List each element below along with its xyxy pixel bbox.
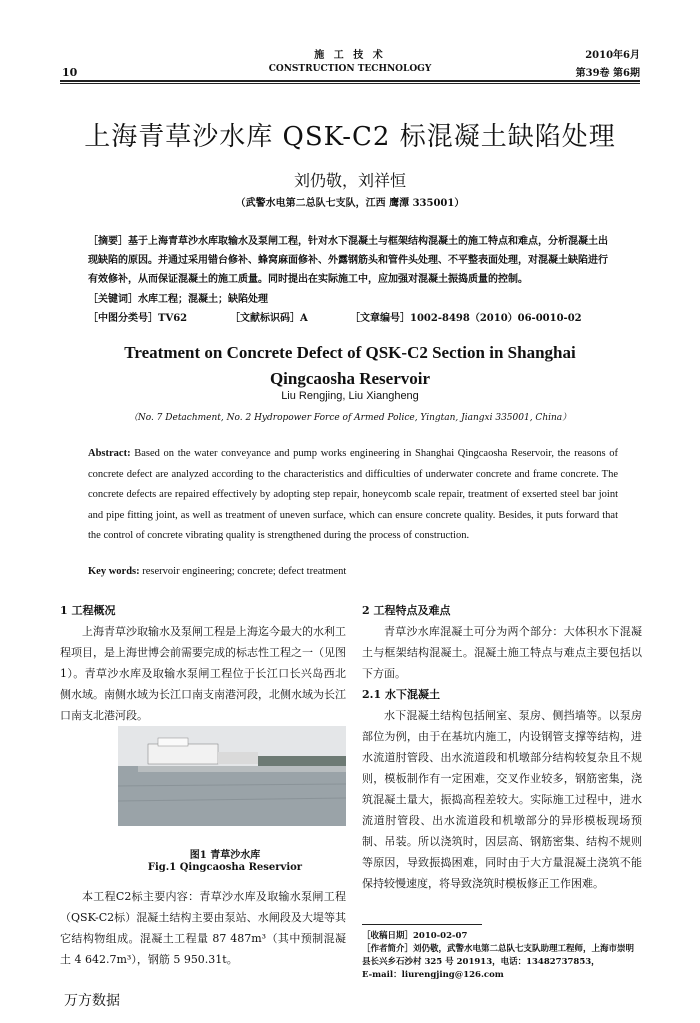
abstract-en [88, 444, 618, 547]
section-1-heading: 1 工程概况 [60, 604, 116, 617]
page-number: 10 [62, 66, 78, 79]
watermark: 万方数据 [64, 993, 120, 1009]
left-paragraph-2: 本工程C2标主要内容：青草沙水库及取输水泵闸工程（QSK-C2标）混凝土结构主要由泵站、水闸段及大堤等其它结构物组成。混凝土工程量 87 487m³（其中预制混凝土 4 642.7m³），钢筋 5 950.31t。 [60, 890, 346, 966]
figure-reservoir-photo [118, 726, 346, 826]
authors-en: Liu Rengjing, Liu Xiangheng [281, 390, 419, 402]
title-en-line2: Qingcaosha Reservoir [269, 369, 431, 388]
author-email: E-mail：liurengjing@126.com [362, 970, 504, 980]
issue-date: 2010年6月 [585, 50, 640, 61]
authors-cn: 刘仍敬，刘祥恒 [293, 171, 406, 190]
article-number: ［文章编号］1002-8498（2010）06-0010-02 [350, 313, 582, 324]
keywords-en-text: reservoir engineering; concrete; defect treatment [142, 566, 347, 577]
header-rule [60, 80, 640, 82]
journal-name-cn: 施 工 技 术 [314, 50, 386, 61]
abstract-en-text: Based on the water conveyance and pump works engineering in Shanghai Qingcaosha Reservoir, the reasons of concrete defect are analyzed according to the characteristics and difficulties of underwater concrete and frame concrete. The concrete defects are repaired effectively by adopting step repair, honeycomb scale repair, treatment of exserted steel bar joint and pipe fitting joint, as well as treatment of uneven surface, which can ensure concrete quality. Besides, it puts forward that the control of concrete vibrating quality is strengthened during the process of construction. [88, 448, 618, 541]
class-number: ［中图分类号］TV62 [88, 313, 188, 324]
footnote [362, 930, 642, 982]
affiliation-cn: （武警水电第二总队七支队，江西 鹰潭 335001） [235, 198, 465, 209]
journal-name-en: CONSTRUCTION TECHNOLOGY [268, 64, 432, 74]
section-2-paragraph: 青草沙水库混凝土可分为两个部分：大体积水下混凝土与框架结构混凝土。混凝土施工特点与难点主要包括以下方面。 [362, 625, 642, 680]
section-2-heading: 2 工程特点及难点 [362, 604, 451, 617]
title-en [0, 340, 700, 392]
affiliation-en: （No. 7 Detachment, No. 2 Hydropower Force of Armed Police, Yingtan, Jiangxi 335001, China） [128, 413, 572, 423]
footnote-rule [362, 924, 482, 925]
header-rule-thin [60, 83, 640, 84]
title-en-line1: Treatment on Concrete Defect of QSK-C2 Section in Shanghai [124, 343, 576, 362]
abstract-cn: ［摘要］基于上海青草沙水库取输水及泵闸工程，针对水下混凝土与框架结构混凝土的施工特点和难点，分析混凝土出现缺陷的原因。并通过采用错台修补、蜂窝麻面修补、外露钢筋头和管件头处理、不平整表面处理，对混凝土缺陷进行有效修补，从而保证混凝土的施工质量。同时提出在实际施工中，应加强对混凝土振捣质量的控制。 [88, 236, 608, 285]
author-info: ［作者简介］刘仍敬，武警水电第二总队七支队助理工程师，上海市崇明县长兴乡石沙村 325 号 201913，电话：13482737853， [362, 944, 635, 967]
keywords-en-label: Key words: [88, 566, 140, 577]
received-date: ［收稿日期］2010-02-07 [362, 931, 468, 941]
section-1-paragraph: 上海青草沙取输水及泵闸工程是上海迄今最大的水利工程项目，是上海世博会前需要完成的标志性工程之一（见图1）。青草沙水库及取输水泵闸工程位于长江口长兴岛西北侧水域。南侧水域为长江口南支南港河段，北侧水域为长江口南支北港河段。 [60, 625, 346, 722]
reservoir-photo-image [118, 726, 346, 826]
document-code: ［文献标识码］A [230, 313, 308, 324]
right-column [362, 600, 642, 894]
keywords-cn: ［关键词］水库工程；混凝土；缺陷处理 [88, 294, 268, 305]
figure-caption-en: Fig.1 Qingcaosha Reservior [147, 862, 303, 873]
keywords-en [88, 566, 618, 577]
subsection-2-1-heading: 2.1 水下混凝土 [362, 688, 440, 701]
left-column [60, 600, 346, 726]
figure-caption-cn: 图1 青草沙水库 [189, 850, 261, 861]
title-cn: 上海青草沙水库 QSK-C2 标混凝土缺陷处理 [84, 122, 616, 152]
abstract-en-label: Abstract: [88, 448, 131, 459]
classification-row [88, 309, 614, 324]
volume-issue: 第39卷 第6期 [575, 68, 640, 79]
subsection-2-1-paragraph: 水下混凝土结构包括闸室、泵房、侧挡墙等。以泵房部位为例，由于在基坑内施工，内设钢管支撑等结构，进水流道肘管段、出水流道段和机墩部分结构较复杂且不规则，模板制作有一定困难，交叉作业较多，钢筋密集，浇筑混凝土量大，振捣高程差较大。实际施工过程中，进水流道肘管段、出水流道段和机墩部分的异形模板现场预制、吊装。所以浇筑时，因层高、钢筋密集、结构不规则等原因，导致振捣困难，同时由于大方量混凝土浇筑不能保持较慢速度，将导致浇筑时模板修正工作困难。 [362, 709, 642, 890]
